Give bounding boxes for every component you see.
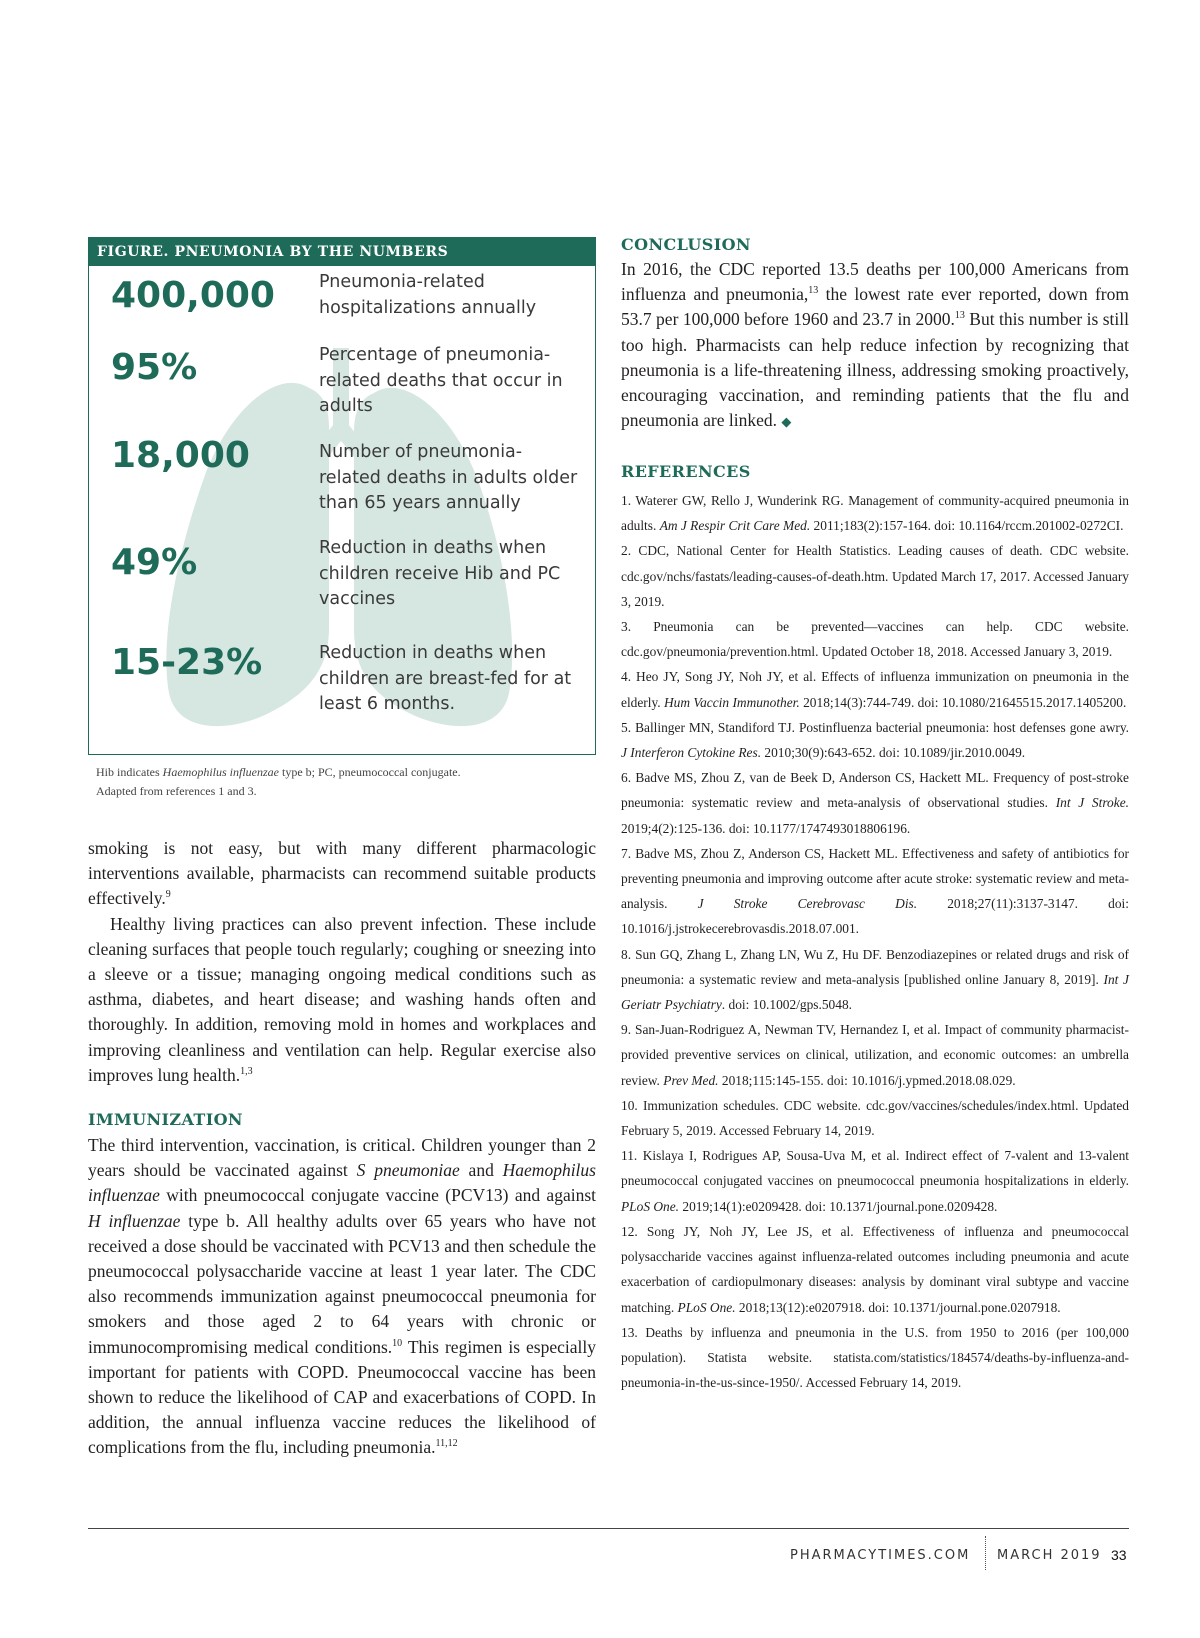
reference-item: 1. Waterer GW, Rello J, Wunderink RG. Management of community-acquired pneumonia in adults. Am J Respir Crit Care Med. 2011;183(2):157-164. doi: 10.1164/rccm.201002-0272CI. (621, 493, 1129, 534)
figure-header: FIGURE. PNEUMONIA BY THE NUMBERS (89, 238, 595, 266)
reference-item: 3. Pneumonia can be prevented—vaccines can help. CDC website. cdc.gov/pneumonia/prevention.html. Updated October 18, 2018. Accessed January 3, 2019. (621, 619, 1129, 660)
reference-item: 11. Kislaya I, Rodrigues AP, Sousa-Uva M, et al. Indirect effect of 7-valent and 13-valent pneumococcal conjugated vaccines on pneumococcal pneumonia hospitalizations in elderly. PLoS One. 2019;14(1):e0209428. doi: 10.1371/journal.pone.0209428. (621, 1148, 1129, 1214)
stat-value-hospitalizations: 400,000 (111, 275, 275, 316)
caption-line-2: Adapted from references 1 and 3. (96, 784, 257, 798)
reference-item: 13. Deaths by influenza and pneumonia in the U.S. from 1950 to 2016 (per 100,000 population). Statista website. statista.com/statistics/184574/deaths-by-influenza-and-pneumonia-in-the-us-since-1950/. Accessed February 14, 2019. (621, 1324, 1129, 1391)
reference-item: 2. CDC, National Center for Health Statistics. Leading causes of death. CDC website. cdc.gov/nchs/fastats/leading-causes-of-death.htm. Updated March 17, 2017. Accessed January 3, 2019. (621, 543, 1129, 609)
conclusion-text (621, 257, 1129, 434)
footer-divider (985, 1536, 986, 1570)
stat-desc-adult-deaths: Percentage of pneumonia-related deaths that occur in adults (319, 345, 563, 416)
stat-desc-breastfed-reduction: Reduction in deaths when children are breast-fed for at least 6 months. (319, 643, 572, 714)
stat-value-breastfed-reduction: 15-23% (111, 642, 263, 683)
reference-item: 10. Immunization schedules. CDC website. cdc.gov/vaccines/schedules/index.html. Updated February 5, 2019. Accessed February 14, 2019. (621, 1097, 1129, 1139)
stat-desc-vaccine-reduction: Reduction in deaths when children receive Hib and PC vaccines (319, 538, 561, 609)
stat-value-adult-deaths: 95% (111, 347, 198, 388)
caption-line-1: Hib indicates Haemophilus influenzae type b; PC, pneumococcal conjugate. (96, 765, 461, 779)
stat-desc-hospitalizations: Pneumonia-related hospitalizations annually (319, 272, 537, 318)
immunization-heading: IMMUNIZATION (88, 1110, 243, 1129)
references-heading: REFERENCES (621, 462, 751, 481)
references-list (621, 488, 1129, 1395)
reference-item: 12. Song JY, Noh JY, Lee JS, et al. Effectiveness of influenza and pneumococcal polysaccharide vaccines against influenza-related outcomes including pneumonia and acute exacerbation of cardiopulmonary diseases: analysis by dominant viral subtype and vaccine matching. PLoS One. 2018;13(12):e0207918. doi: 10.1371/journal.pone.0207918. (621, 1223, 1129, 1315)
footer-rule (88, 1528, 1129, 1529)
end-mark-icon: ◆ (781, 414, 792, 430)
reference-item: 8. Sun GQ, Zhang L, Zhang LN, Wu Z, Hu DF. Benzodiazepines or related drugs and risk of pneumonia: a systematic review and meta-analysis [published online January 8, 2019]. Int J Geriatr Psychiatry. doi: 10.1002/gps.5048. (621, 946, 1129, 1013)
reference-item: 4. Heo JY, Song JY, Noh JY, et al. Effects of influenza immunization on pneumonia in the elderly. Hum Vaccin Immunother. 2018;14(3):744-749. doi: 10.1080/21645515.2017.1405200. (621, 669, 1129, 710)
reference-item: 7. Badve MS, Zhou Z, Anderson CS, Hackett ML. Effectiveness and safety of antibiotics for preventing pneumonia and improving outcome after acute stroke: systematic review and meta-analysis. J Stroke Cerebrovasc Dis. 2018;27(11):3137-3147. doi: 10.1016/j.jstrokecerebrovasdis.2018.07.001. (621, 845, 1129, 937)
left-column-text (88, 836, 596, 1088)
stat-value-older-deaths: 18,000 (111, 435, 250, 476)
conclusion-heading: CONCLUSION (621, 235, 751, 254)
paragraph-healthy-living: Healthy living practices can also prevent infection. These include cleaning surfaces that people touch regularly; coughing or sneezing into a sleeve or a tissue; managing ongoing medical conditions such as asthma, diabetes, and heart disease; and washing hands often and thoroughly. In addition, removing mold in homes and workplaces and improving cleanliness and ventilation can help. Regular exercise also improves lung health.$^{1,3}$ (88, 913, 596, 1085)
figure-box (88, 237, 596, 755)
paragraph-smoking: smoking is not easy, but with many different pharmacologic interventions available, pharmacists can recommend suitable products effectively.$^9$ (88, 838, 596, 909)
stat-desc-older-deaths: Number of pneumonia-related deaths in adults older than 65 years annually (319, 442, 578, 513)
paragraph-conclusion: In 2016, the CDC reported 13.5 deaths per 100,000 Americans from influenza and pneumonia,$^{13}$ the lowest rate ever reported, down from 53.7 per 100,000 before 1960 and 23.7 in 2000.13 But this number is still too high. Pharmacists can help reduce infection by recognizing that pneumonia is a life-threatening illness, addressing smoking proactively, encouraging vaccination, and reminding patients that the flu and pneumonia are linked. ◆ (621, 259, 1129, 431)
reference-item: 6. Badve MS, Zhou Z, van de Beek D, Anderson CS, Hackett ML. Frequency of post-stroke pneumonia: systematic review and meta-analysis of observational studies. Int J Stroke. 2019;4(2):125-136. doi: 10.1177/1747493018806196. (621, 770, 1129, 836)
paragraph-immunization: The third intervention, vaccination, is critical. Children younger than 2 years should be vaccinated against S pneumoniae and Haemophilus influenzae with pneumococcal conjugate vaccine (PCV13) and against H influenzae type b. All healthy adults over 65 years who have not received a dose should be vaccinated with PCV13 and then schedule the pneumococcal polysaccharide vaccine at least 1 year later. The CDC also recommends immunization against pneumococcal pneumonia for smokers and those aged 2 to 64 years with chronic or immunocompromising medical conditions.$^{10}$ This regimen is especially important for patients with COPD. Pneumococcal vaccine has been shown to reduce the likelihood of CAP and exacerbations of COPD. In addition, the annual influenza vaccine reduces the likelihood of complications from the flu, including pneumonia.$^{11,12}$ (88, 1135, 596, 1458)
reference-item: 5. Ballinger MN, Standiford TJ. Postinfluenza bacterial pneumonia: host defenses gone awry. J Interferon Cytokine Res. 2010;30(9):643-652. doi: 10.1089/jir.2010.0049. (621, 719, 1129, 761)
footer-date: MARCH 2019 (997, 1548, 1102, 1563)
figure-caption (96, 763, 596, 801)
reference-item: 9. San-Juan-Rodriguez A, Newman TV, Hernandez I, et al. Impact of community pharmacist-provided preventive services on clinical, utilization, and economic outcomes: an umbrella review. Prev Med. 2018;115:145-155. doi: 10.1016/j.ypmed.2018.08.029. (621, 1022, 1129, 1088)
footer-site: PHARMACYTIMES.COM (790, 1548, 971, 1563)
page-number: 33 (1111, 1547, 1127, 1563)
stat-value-vaccine-reduction: 49% (111, 542, 198, 583)
immunization-text (88, 1133, 596, 1461)
